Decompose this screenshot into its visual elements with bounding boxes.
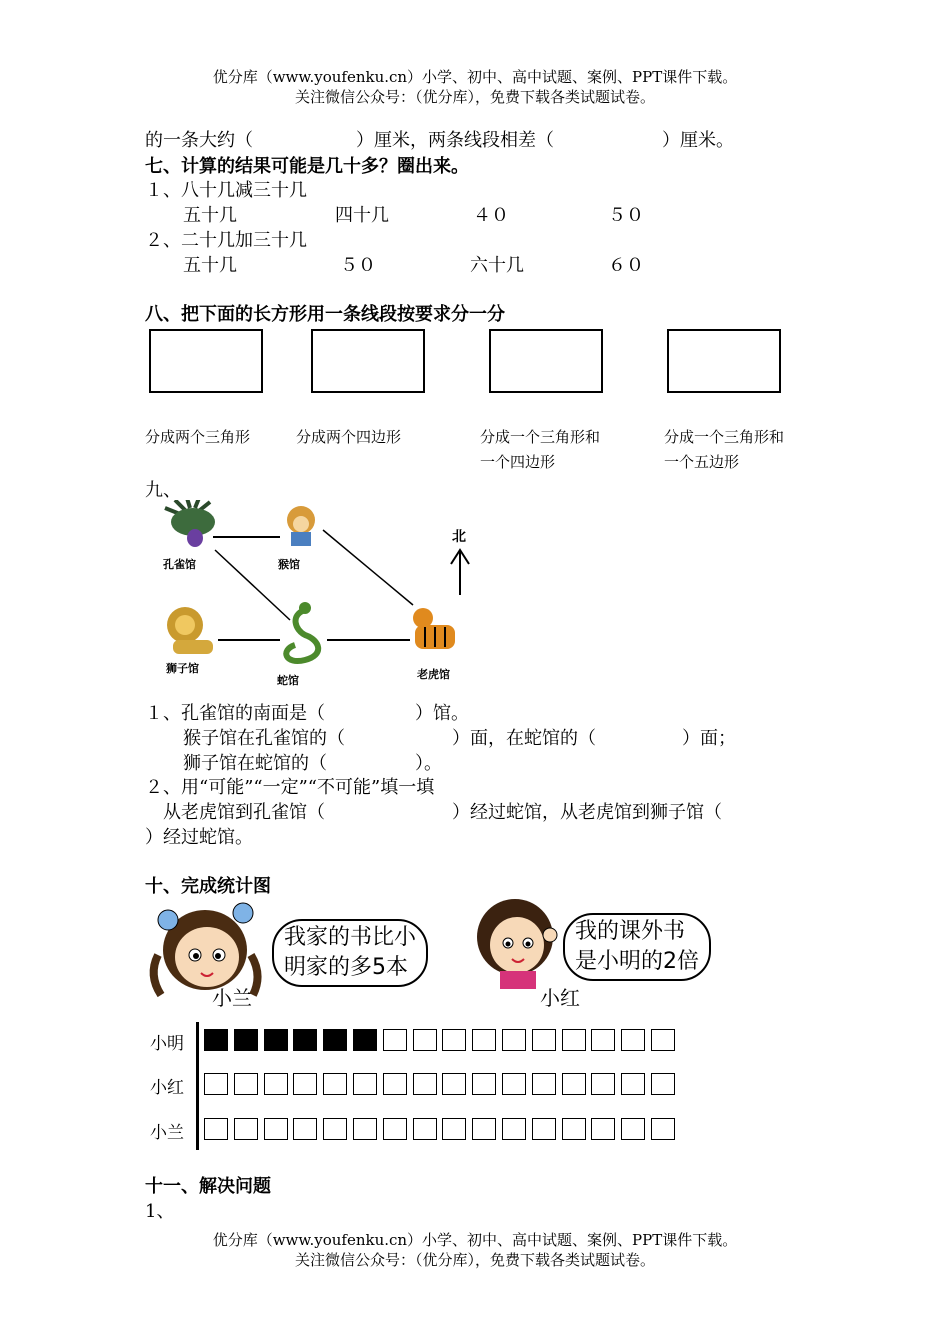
tally-cell[interactable] (353, 1073, 377, 1095)
tally-cell[interactable] (472, 1073, 496, 1095)
tally-cell[interactable] (204, 1073, 228, 1095)
peacock-icon (165, 500, 215, 547)
snake-icon (286, 602, 318, 661)
q7-part1: １、八十几减三十几 (145, 180, 307, 201)
tally-cell[interactable] (562, 1073, 586, 1095)
tally-cell[interactable] (264, 1118, 288, 1140)
row-label-xiaoming: 小明 (150, 1034, 184, 1054)
xiaolan-bubble-line1: 我家的书比小 (284, 925, 417, 950)
q7-p1-option[interactable]: 五十几 (183, 205, 237, 226)
xiaolan-name: 小兰 (212, 986, 252, 1010)
tally-cell[interactable] (413, 1073, 437, 1095)
rectangle-1[interactable] (149, 329, 263, 393)
tally-cell[interactable] (234, 1029, 258, 1051)
header-line-1: 优分库（www.youfenku.cn）小学、初中、高中试题、案例、PPT课件下载。 (212, 68, 738, 86)
q9-line5-a: 从老虎馆到孔雀馆（ (163, 802, 325, 823)
q9-line4: ２、用“可能”“一定”“不可能”填一填 (145, 777, 435, 798)
tally-cell[interactable] (293, 1073, 317, 1095)
q9-line3-a: 狮子馆在蛇馆的（ (183, 753, 327, 774)
tally-cell[interactable] (562, 1118, 586, 1140)
tally-cell[interactable] (442, 1029, 466, 1051)
q7-part2: ２、二十几加三十几 (145, 230, 307, 251)
tally-cell[interactable] (353, 1118, 377, 1140)
q8-caption-3-line2: 一个四边形 (480, 453, 556, 471)
chart-axis (196, 1022, 199, 1150)
tally-cell[interactable] (323, 1073, 347, 1095)
q9-line3-b: ）。 (415, 753, 442, 774)
row-label-xiaohong: 小红 (150, 1078, 184, 1098)
tally-cell[interactable] (502, 1029, 526, 1051)
q9-line6: ）经过蛇馆。 (145, 827, 253, 848)
q9-line1-a: １、孔雀馆的南面是（ (145, 703, 325, 724)
q7-p2-option[interactable]: 五十几 (183, 255, 237, 276)
tally-cell[interactable] (621, 1029, 645, 1051)
top-line-part-a: 的一条大约（ (145, 130, 253, 151)
tally-cell[interactable] (502, 1073, 526, 1095)
tally-cell[interactable] (264, 1029, 288, 1051)
footer-line-1: 优分库（www.youfenku.cn）小学、初中、高中试题、案例、PPT课件下载。 (212, 1231, 738, 1249)
rectangle-2[interactable] (311, 329, 425, 393)
tally-cell[interactable] (413, 1029, 437, 1051)
tally-cell[interactable] (621, 1118, 645, 1140)
q8-title: 八、把下面的长方形用一条线段按要求分一分 (145, 304, 505, 325)
monkey-icon (287, 506, 315, 546)
q7-p1-option[interactable]: ５０ (608, 205, 644, 226)
q8-caption-3-line1: 分成一个三角形和 (480, 428, 601, 446)
tally-cell[interactable] (204, 1118, 228, 1140)
q11-title: 十一、解决问题 (145, 1176, 271, 1197)
q7-p2-option[interactable]: ５０ (340, 255, 376, 276)
xiaolan-speech-bubble (272, 919, 428, 987)
q8-caption-4-line1: 分成一个三角形和 (664, 428, 785, 446)
q9-line2-c: ）面； (682, 728, 736, 749)
tally-cell[interactable] (442, 1118, 466, 1140)
tally-cell[interactable] (383, 1118, 407, 1140)
tally-cell[interactable] (472, 1029, 496, 1051)
q7-p2-option[interactable]: ６０ (608, 255, 644, 276)
tally-cell[interactable] (562, 1029, 586, 1051)
q8-caption-1: 分成两个三角形 (145, 428, 251, 446)
q7-title: 七、计算的结果可能是几十多？圈出来。 (145, 156, 469, 177)
xiaohong-bubble-line2: 是小明的2倍 (575, 949, 699, 974)
tally-cell[interactable] (204, 1029, 228, 1051)
lion-label: 狮子馆 (166, 662, 199, 675)
tally-cell[interactable] (353, 1029, 377, 1051)
q11-problem-1: 1、 (145, 1201, 175, 1222)
tally-cell[interactable] (591, 1073, 615, 1095)
row-label-xiaolan: 小兰 (150, 1123, 184, 1143)
q9-line1-b: ）馆。 (415, 703, 469, 724)
tally-cell[interactable] (532, 1118, 556, 1140)
tally-cell[interactable] (442, 1073, 466, 1095)
tally-cell[interactable] (651, 1118, 675, 1140)
xiaohong-bubble-line1: 我的课外书 (575, 919, 686, 944)
tiger-label: 老虎馆 (417, 668, 450, 681)
tally-cell[interactable] (651, 1029, 675, 1051)
tally-cell[interactable] (323, 1118, 347, 1140)
tally-cell[interactable] (621, 1073, 645, 1095)
tally-cell[interactable] (323, 1029, 347, 1051)
tally-cell[interactable] (532, 1029, 556, 1051)
tally-cell[interactable] (591, 1029, 615, 1051)
q7-p2-option[interactable]: 六十几 (470, 255, 524, 276)
xiaolan-bubble-line2: 明家的多5本 (284, 955, 408, 980)
north-label: 北 (452, 529, 466, 545)
peacock-label: 孔雀馆 (163, 558, 196, 571)
rectangle-3[interactable] (489, 329, 603, 393)
xiaohong-name: 小红 (540, 986, 580, 1010)
rectangle-4[interactable] (667, 329, 781, 393)
q9-title: 九、 (145, 480, 181, 501)
top-line-part-b: ）厘米，两条线段相差（ (356, 130, 554, 151)
q7-p1-option[interactable]: 四十几 (335, 205, 389, 226)
q8-caption-4-line2: 一个五边形 (664, 453, 740, 471)
q9-line2-b: ）面，在蛇馆的（ (452, 728, 596, 749)
xiaohong-speech-bubble (563, 913, 711, 981)
tally-cell[interactable] (293, 1118, 317, 1140)
tally-cell[interactable] (383, 1029, 407, 1051)
header-line-2: 关注微信公众号：（优分库），免费下载各类试题试卷。 (294, 88, 655, 106)
tally-cell[interactable] (651, 1073, 675, 1095)
north-arrow-icon (451, 550, 469, 595)
q9-line5-b: ）经过蛇馆，从老虎馆到狮子馆（ (452, 802, 722, 823)
tally-cell[interactable] (532, 1073, 556, 1095)
q8-caption-2: 分成两个四边形 (296, 428, 402, 446)
tally-cell[interactable] (502, 1118, 526, 1140)
zoo-map (155, 500, 485, 690)
snake-label: 蛇馆 (277, 674, 299, 687)
tally-cell[interactable] (413, 1118, 437, 1140)
tally-cell[interactable] (264, 1073, 288, 1095)
monkey-label: 猴馆 (278, 558, 300, 571)
q9-line2-a: 猴子馆在孔雀馆的（ (183, 728, 345, 749)
q7-p1-option[interactable]: ４０ (473, 205, 509, 226)
tiger-icon (413, 608, 455, 649)
tally-cell[interactable] (591, 1118, 615, 1140)
lion-icon (167, 607, 213, 654)
xiaolan-avatar (143, 895, 273, 1000)
tally-cell[interactable] (383, 1073, 407, 1095)
tally-cell[interactable] (472, 1118, 496, 1140)
tally-cell[interactable] (293, 1029, 317, 1051)
footer-line-2: 关注微信公众号：（优分库），免费下载各类试题试卷。 (294, 1251, 655, 1269)
xiaohong-avatar (470, 897, 565, 992)
tally-cell[interactable] (234, 1073, 258, 1095)
tally-cell[interactable] (234, 1118, 258, 1140)
top-line-part-c: ）厘米。 (662, 130, 734, 151)
q10-title: 十、完成统计图 (145, 876, 271, 897)
